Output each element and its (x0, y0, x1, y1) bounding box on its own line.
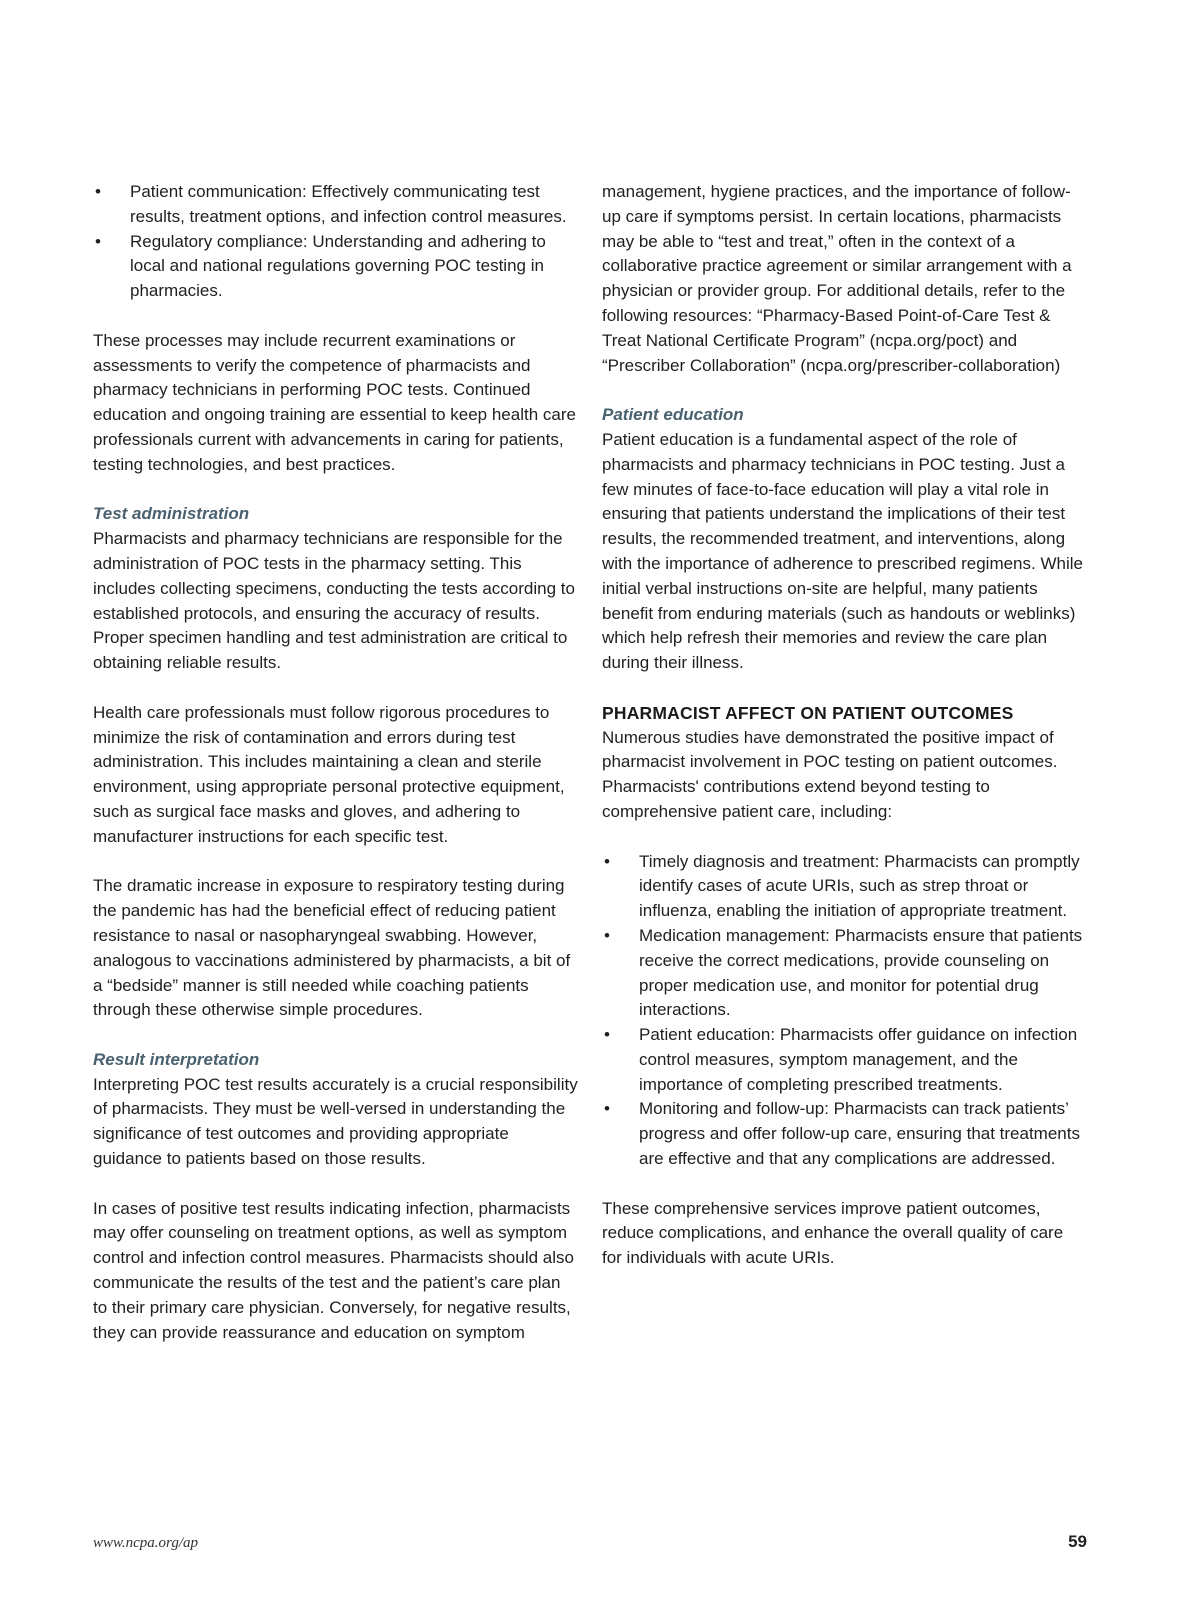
list-item (602, 1097, 1087, 1171)
list-item-text: Patient communication: Effectively communicating test results, treatment options, and infection control measures. (130, 182, 567, 226)
paragraph-positive-results: In cases of positive test results indicating infection, pharmacists may offer counseling on treatment options, as well as symptom control and infection control measures. Pharmacists should also communicate the results of the test and the patient’s care plan to their primary care physician. Conversely, for negative results, they can provide reassurance and education on symptom (93, 1198, 574, 1342)
list-item (602, 924, 1087, 1023)
footer-url: www.ncpa.org/ap (93, 1535, 199, 1551)
paragraph-test-administration: Pharmacists and pharmacy technicians are responsible for the administration of POC tests in the pharmacy setting. This includes collecting specimens, conducting the tests according to established protocols, and ensuring the accuracy of results. Proper specimen handling and test administration are critical to obtaining reliable results. (93, 529, 575, 673)
list-item (602, 850, 1087, 924)
bullet-icon: • (95, 182, 101, 201)
left-column (93, 180, 578, 1370)
bullet-icon: • (604, 925, 610, 945)
list-item-text: Regulatory compliance: Understanding and adhering to local and national regulations governing POC testing in pharmacies. (130, 231, 546, 301)
bullet-icon: • (604, 1025, 610, 1045)
paragraph-dramatic-increase: The dramatic increase in exposure to respiratory testing during the pandemic has had the beneficial effect of reducing patient resistance to nasal or nasopharyngeal swabbing. However, analogous to vaccinations administered by pharmacists, a bit of a “bedside” manner is still needed while coaching patients through these otherwise simple procedures. (93, 876, 571, 1020)
bullet-icon: • (95, 231, 101, 251)
heading-result-interpretation: Result interpretation (93, 1049, 260, 1069)
paragraph-health-care: Health care professionals must follow rigorous procedures to minimize the risk of contamination and errors during test administration. This includes maintaining a clean and sterile environment, using appropriate personal protective equipment, such as surgical face masks and gloves, and adhering to manufacturer instructions for each specific test. (93, 702, 565, 846)
right-column (602, 180, 1087, 1296)
page-number: 59 (1068, 1532, 1087, 1551)
heading-patient-education: Patient education (602, 405, 744, 425)
list-item-text: Timely diagnosis and treatment: Pharmacists can promptly identify cases of acute URIs, such as strep throat or influenza, enabling the initiation of appropriate treatment. (639, 851, 1080, 921)
heading-test-administration: Test administration (93, 504, 250, 524)
list-item (602, 1023, 1087, 1097)
paragraph-patient-education: Patient education is a fundamental aspect of the role of pharmacists and pharmacy technicians in POC testing. Just a few minutes of face-to-face education will play a vital role in ensuring that patients understand the implications of their test results, the recommended treatment, and interventions, along with the importance of adherence to prescribed regimens. While initial verbal instructions on-site are helpful, many patients benefit from enduring materials (such as handouts or weblinks) which help refresh their memories and review the care plan during their illness. (602, 429, 1083, 673)
paragraph-processes: These processes may include recurrent examinations or assessments to verify the competence of pharmacists and pharmacy technicians in performing POC tests. Continued education and ongoing training are essential to keep health care professionals current with advancements in caring for patients, testing technologies, and best practices. (93, 330, 576, 474)
paragraph-result-interpretation: Interpreting POC test results accurately is a crucial responsibility of pharmacists. They must be well-versed in understanding the significance of test outcomes and providing appropriate guidance to patients based on those results. (93, 1074, 578, 1169)
bullet-icon: • (604, 851, 610, 871)
paragraph-outcomes: Numerous studies have demonstrated the positive impact of pharmacist involvement in POC testing on patient outcomes. Pharmacists' contributions extend beyond testing to comprehensive patient care, including: (602, 727, 1058, 821)
paragraph-services: These comprehensive services improve patient outcomes, reduce complications, and enhance the overall quality of care for individuals with acute URIs. (602, 1198, 1064, 1268)
bullet-icon: • (604, 1099, 610, 1119)
heading-patient-outcomes: PHARMACIST AFFECT ON PATIENT OUTCOMES (602, 702, 1014, 723)
list-item-text: Patient education: Pharmacists offer guidance on infection control measures, symptom management, and the importance of completing prescribed treatments. (639, 1025, 1078, 1094)
paragraph-continued: management, hygiene practices, and the importance of follow-up care if symptoms persist. In certain locations, pharmacists may be able to “test and treat,” often in the context of a collaborative practice agreement or similar arrangement with a physician or provider group. For additional details, refer to the following resources: “Pharmacy-Based Point-of-Care Test & Treat National Certificate Program” (ncpa.org/poct) and “Prescriber Collaboration” (ncpa.org/prescriber-collaboration) (602, 182, 1072, 375)
list-item-text: Medication management: Pharmacists ensure that patients receive the correct medications, provide counseling on proper medication use, and monitor for potential drug interactions. (639, 925, 1083, 1020)
bullet-list-outcomes (602, 850, 1087, 1172)
list-item (93, 230, 578, 304)
list-item (93, 180, 578, 230)
bullet-list-top (93, 180, 578, 304)
list-item-text: Monitoring and follow-up: Pharmacists can track patients’ progress and offer follow-up care, ensuring that treatments are effective and that any complications are addressed. (639, 1099, 1080, 1169)
